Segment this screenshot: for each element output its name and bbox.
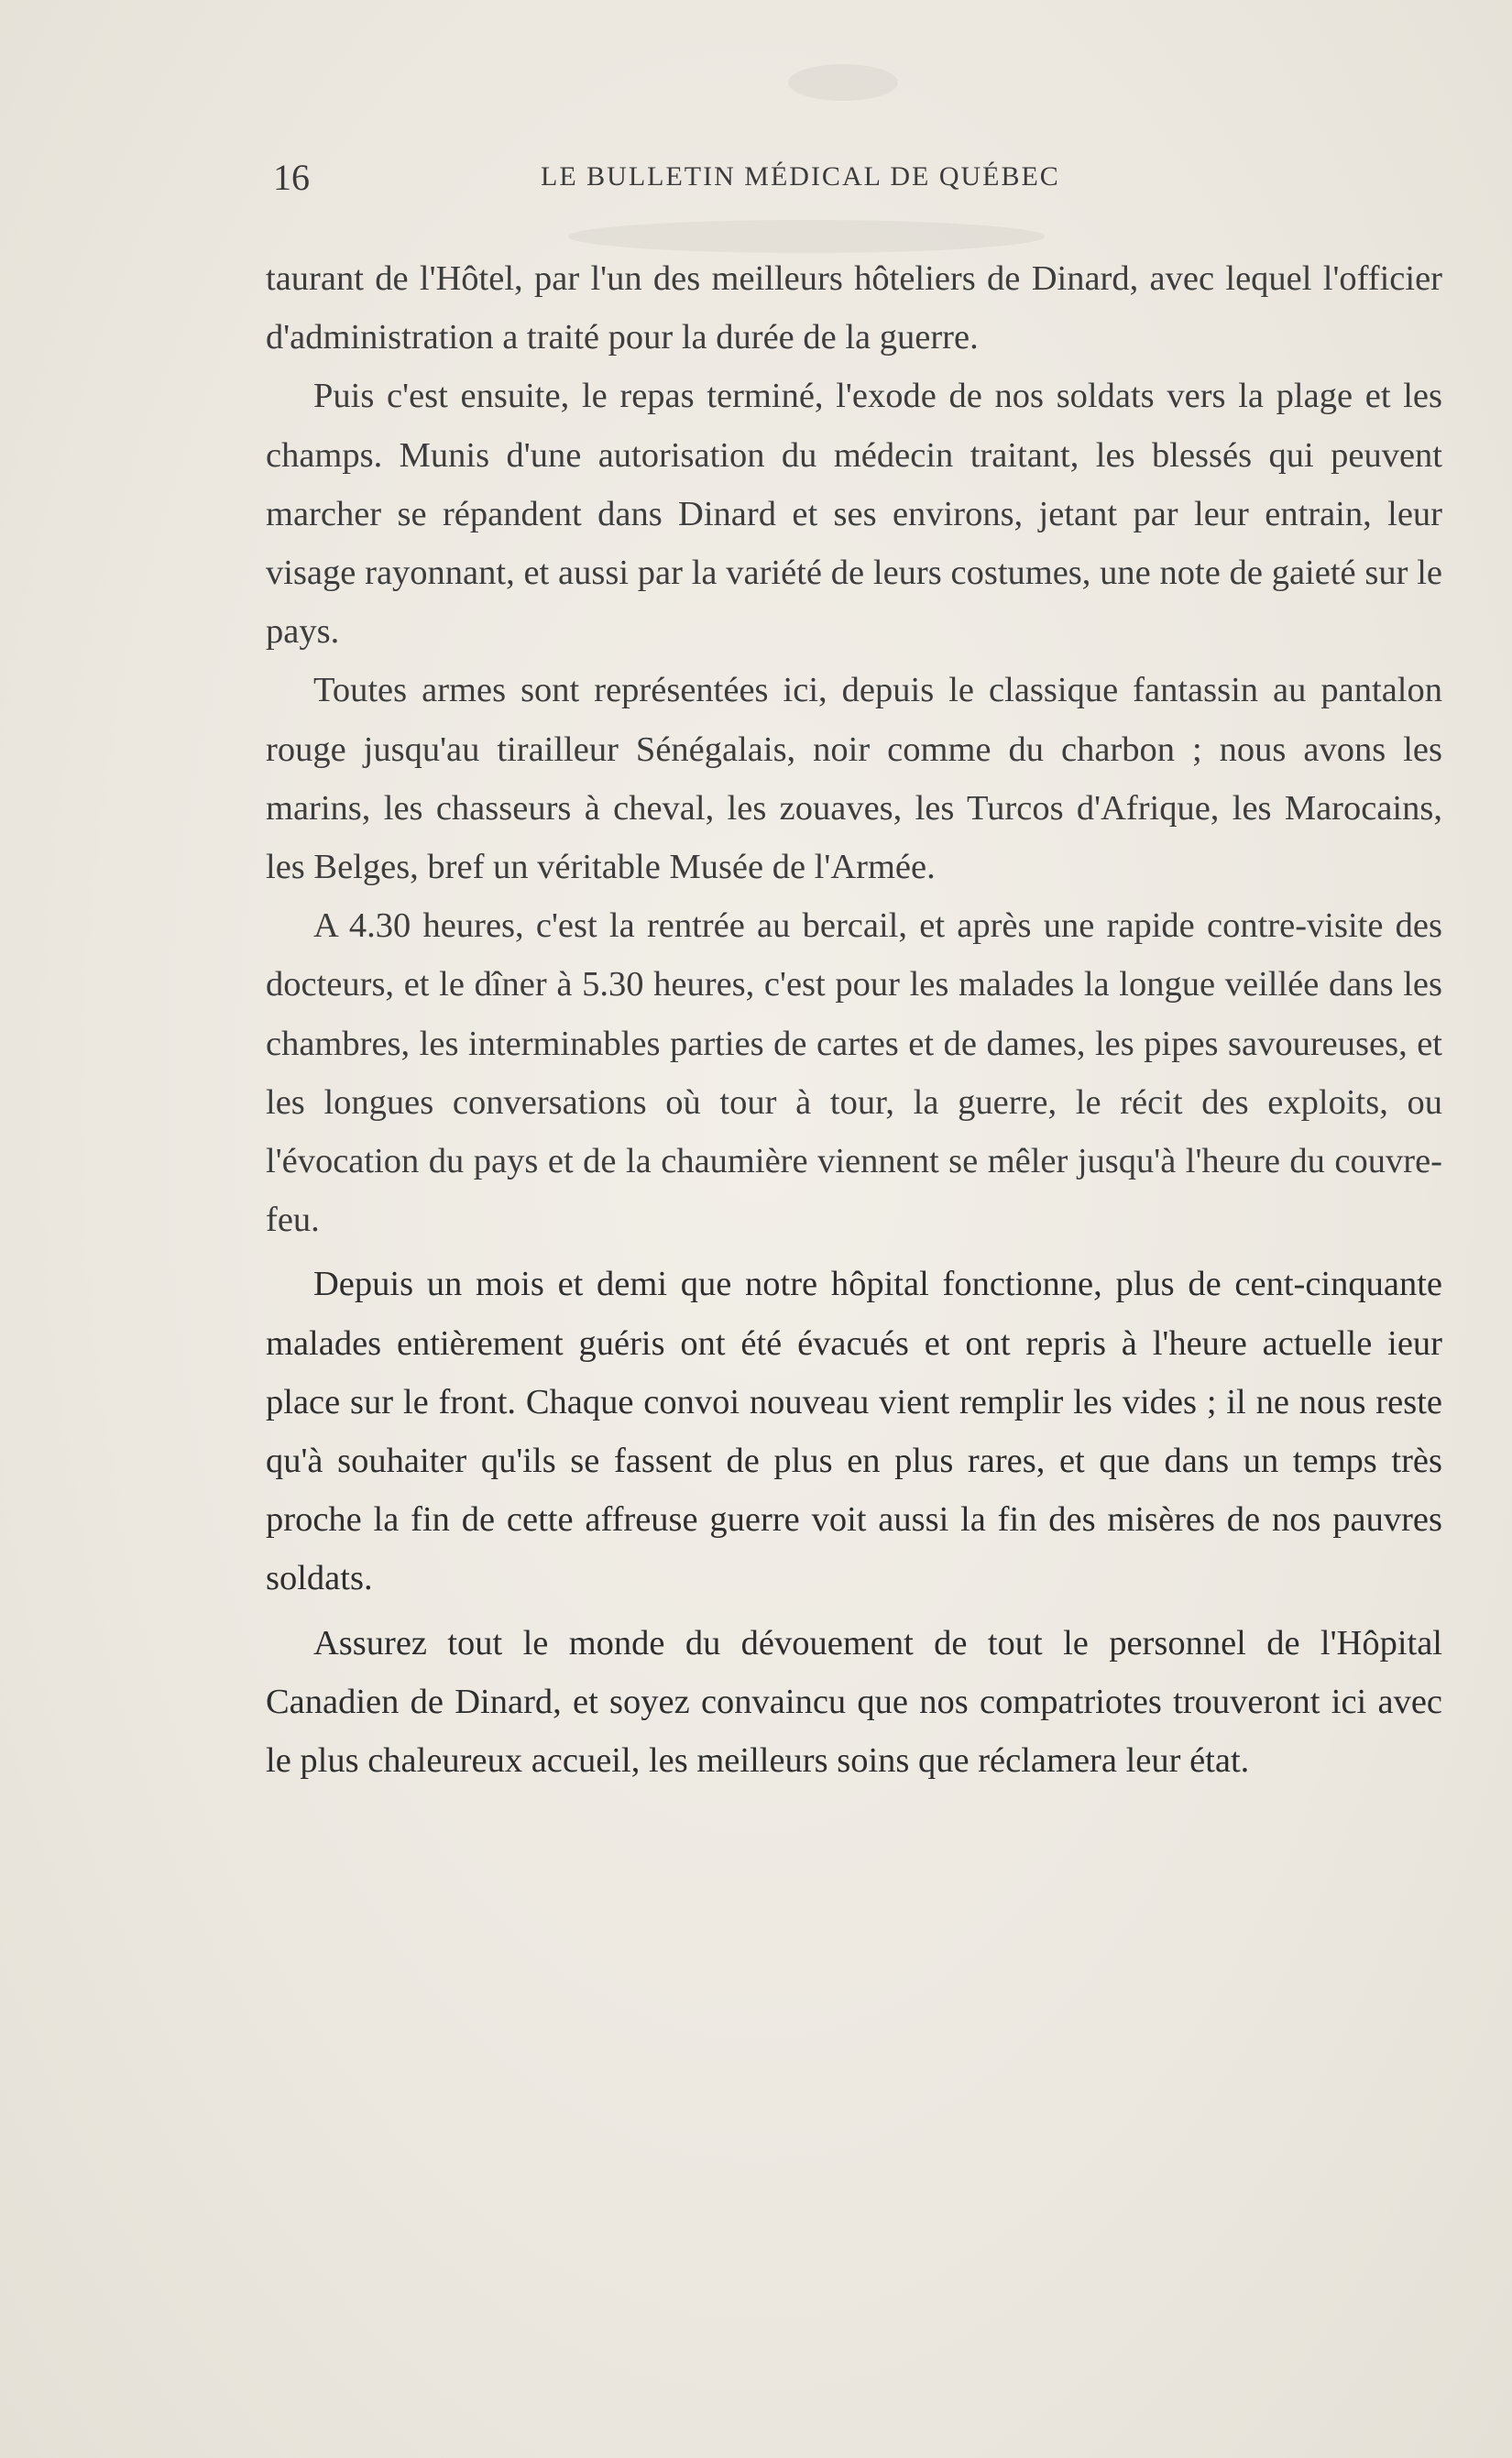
paragraph: Depuis un mois et demi que notre hôpital fonctionne, plus de cent-cinquante malades entièrement guéris ont été évacués et ont repris à l'heure actuelle ieur place sur le front. Chaque convoi nouveau vient remplir les vides ; il ne nous reste qu'à souhaiter qu'ils se fassent de plus en plus rares, et que dans un temps très proche la fin de cette affreuse guerre voit aussi la fin des misères de nos pauvres soldats. <box>266 1265 1442 1598</box>
running-head: LE BULLETIN MÉDICAL DE QUÉBEC <box>541 161 1060 192</box>
paragraph: Assurez tout le monde du dévouement de tout le personnel de l'Hôpital Canadien de Dinard, et soyez convaincu que nos compatriotes trouveront ici avec le plus chaleureux accueil, les meilleurs soins que réclamera leur état. <box>266 1623 1442 1781</box>
paragraph: A 4.30 heures, c'est la rentrée au bercail, et après une rapide contre-visite des docteurs, et le dîner à 5.30 heures, c'est pour les malades la longue veillée dans les chambres, les interminables parties de cartes et de dames, les pipes savoureuses, et les longues conversations où tour à tour, la guerre, le récit des exploits, ou l'évocation du pays et de la chaumière viennent se mêler jusqu'à l'heure du couvre-feu. <box>266 906 1442 1240</box>
paper-stain <box>568 220 1045 253</box>
body-text <box>266 249 1442 1790</box>
page-number: 16 <box>273 157 310 198</box>
paper-stain <box>788 64 898 101</box>
page-header <box>266 156 1457 211</box>
paragraph: Toutes armes sont représentées ici, depuis le classique fantassin au pantalon rouge jusqu'au tirailleur Sénégalais, noir comme du charbon ; nous avons les marins, les chasseurs à cheval, les zouaves, les Turcos d'Afrique, les Marocains, les Belges, bref un véritable Musée de l'Armée. <box>266 671 1442 887</box>
paragraph: Puis c'est ensuite, le repas terminé, l'exode de nos soldats vers la plage et les champs. Munis d'une autorisation du médecin traitant, les blessés qui peuvent marcher se répandent dans Dinard et ses environs, jetant par leur entrain, leur visage rayonnant, et aussi par la variété de leurs costumes, une note de gaieté sur le pays. <box>266 377 1442 652</box>
paragraph: taurant de l'Hôtel, par l'un des meilleurs hôteliers de Dinard, avec lequel l'officier d'administration a traité pour la durée de la guerre. <box>266 259 1442 357</box>
